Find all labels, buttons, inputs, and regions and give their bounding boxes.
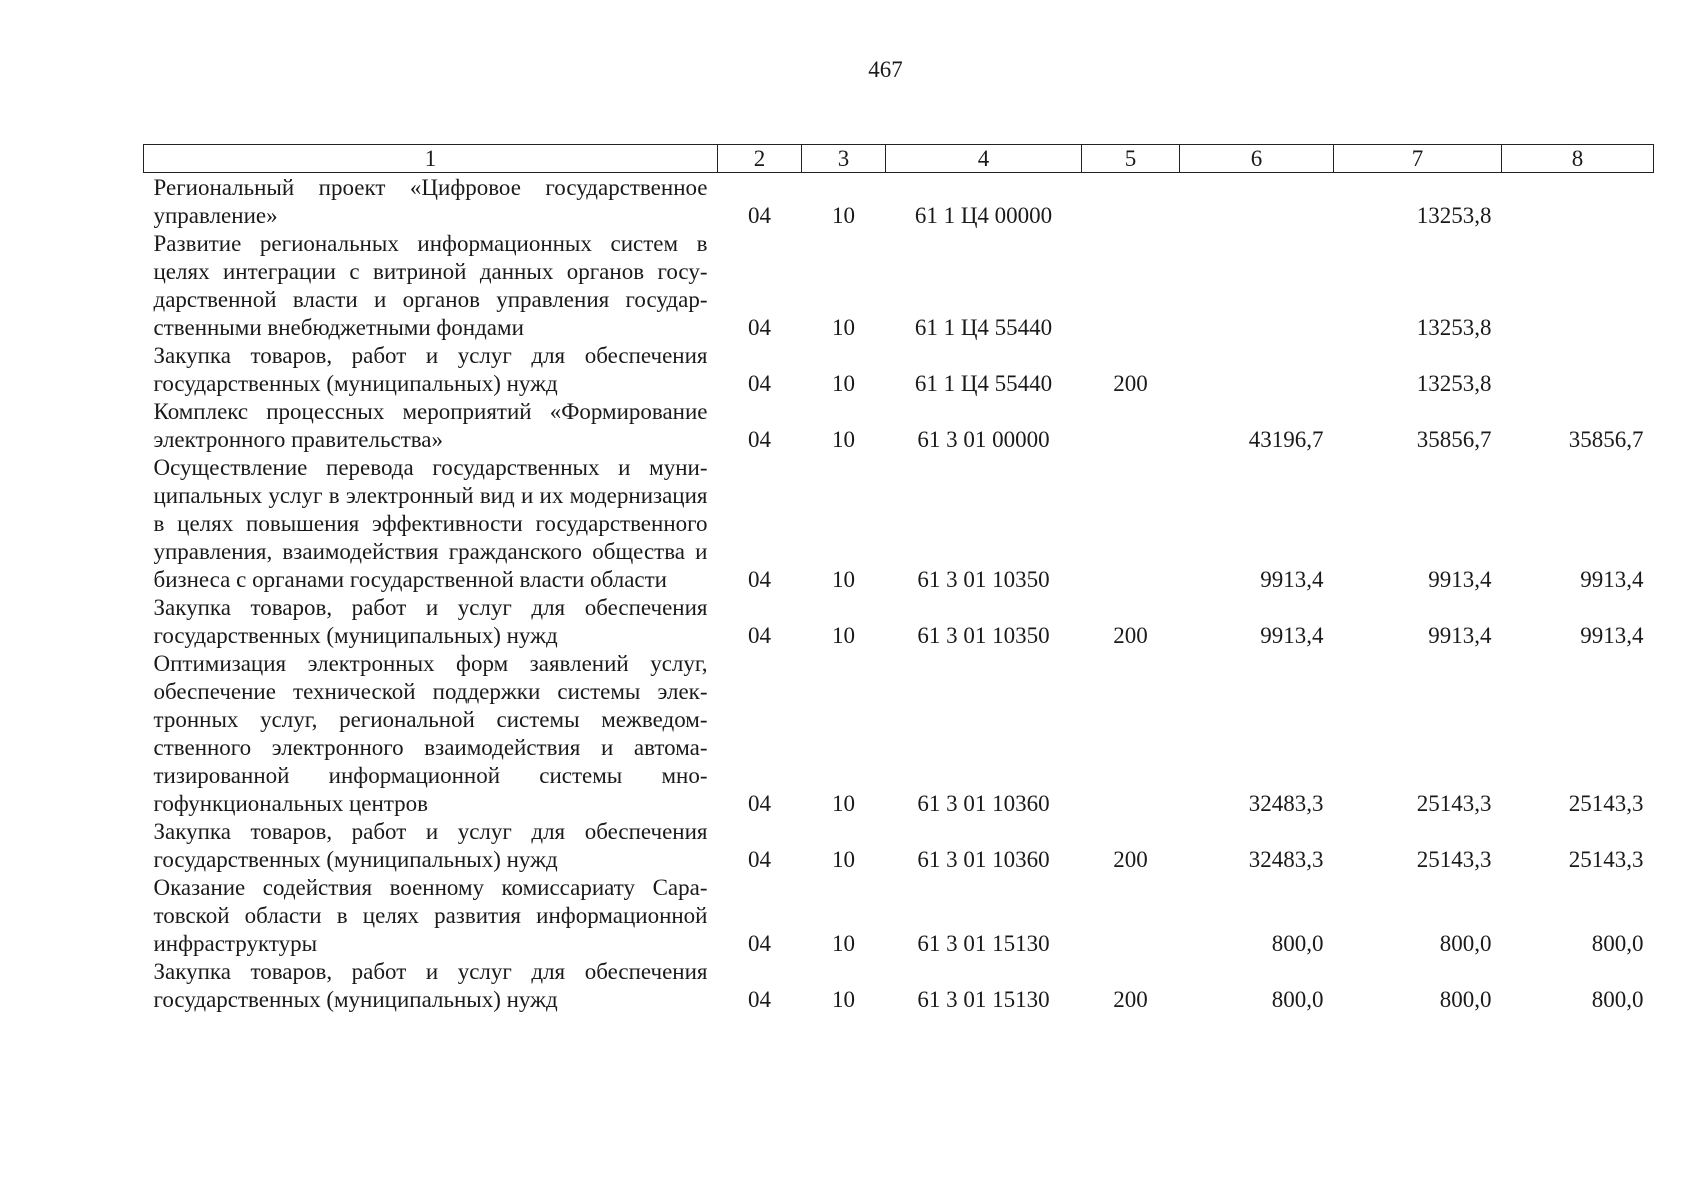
table-row <box>144 958 1654 1014</box>
target-article-code: 61 3 01 10350 <box>917 567 1050 592</box>
amount-col-6 <box>1180 342 1334 398</box>
budget-table <box>143 144 1654 1014</box>
table-row <box>144 650 1654 818</box>
table-row <box>144 173 1654 231</box>
column-header-8: 8 <box>1502 145 1654 173</box>
section-code: 04 <box>748 847 771 872</box>
table-row <box>144 398 1654 454</box>
header-row <box>144 145 1654 173</box>
section-code: 04 <box>748 371 771 396</box>
amount-col-7: 13253,8 <box>1416 315 1492 340</box>
expense-type-code: 200 <box>1113 623 1148 648</box>
subsection-code: 10 <box>832 847 855 872</box>
column-header-5: 5 <box>1082 145 1180 173</box>
column-header-6: 6 <box>1180 145 1334 173</box>
subsection-code: 10 <box>832 931 855 956</box>
amount-col-8: 25143,3 <box>1568 847 1644 872</box>
row-name: Закупка товаров, работ и услуг для обеспечения государственных (муниципальных) нужд <box>153 959 708 1012</box>
section-code: 04 <box>748 791 771 816</box>
amount-col-8 <box>1502 342 1654 398</box>
row-name: Развитие региональных информационных систем в целях интеграции с витриной данных органов государственной власти и органов управления государственными внебюджетными фондами <box>153 231 708 340</box>
amount-col-7: 9913,4 <box>1428 623 1492 648</box>
amount-col-6: 800,0 <box>1271 931 1324 956</box>
row-name: Оптимизация электронных форм заявлений услуг, обеспечение технической поддержки системы электронных услуг, региональной системы межведомственного электронного взаимодействия и автоматизированной информационной системы многофункциональных центров <box>153 651 708 816</box>
section-code: 04 <box>748 315 771 340</box>
table-body <box>144 173 1654 1015</box>
amount-col-7: 13253,8 <box>1416 203 1492 228</box>
row-name: Закупка товаров, работ и услуг для обеспечения государственных (муниципальных) нужд <box>153 343 708 396</box>
amount-col-6: 43196,7 <box>1248 427 1324 452</box>
amount-col-7: 13253,8 <box>1416 371 1492 396</box>
row-name: Оказание содействия военному комиссариату Саратовской области в целях развития информационной инфраструктуры <box>153 875 708 956</box>
section-code: 04 <box>748 567 771 592</box>
column-header-2: 2 <box>718 145 802 173</box>
subsection-code: 10 <box>832 623 855 648</box>
subsection-code: 10 <box>832 427 855 452</box>
expense-type-code <box>1082 230 1180 342</box>
column-header-4: 4 <box>886 145 1082 173</box>
target-article-code: 61 1 Ц4 00000 <box>914 203 1053 228</box>
amount-col-7: 9913,4 <box>1428 567 1492 592</box>
amount-col-8 <box>1502 173 1654 231</box>
subsection-code: 10 <box>832 315 855 340</box>
page-number: 467 <box>868 57 903 82</box>
expense-type-code <box>1082 173 1180 231</box>
target-article-code: 61 3 01 10360 <box>917 847 1050 872</box>
row-name: Осуществление перевода государственных и муниципальных услуг в электронный вид и их модернизация в целях повышения эффективности государственного управления, взаимодействия гражданского общества и бизнеса с органами государственной власти области <box>153 455 708 592</box>
amount-col-7: 800,0 <box>1439 931 1492 956</box>
amount-col-8: 9913,4 <box>1580 567 1644 592</box>
expense-type-code <box>1082 398 1180 454</box>
expense-type-code <box>1082 650 1180 818</box>
table-row <box>144 454 1654 594</box>
row-name: Закупка товаров, работ и услуг для обеспечения государственных (муниципальных) нужд <box>153 595 708 648</box>
subsection-code: 10 <box>832 791 855 816</box>
table-header <box>144 145 1654 173</box>
amount-col-7: 25143,3 <box>1416 791 1492 816</box>
target-article-code: 61 3 01 10360 <box>917 791 1050 816</box>
row-name: Региональный проект «Цифровое государственное управление» <box>153 175 708 228</box>
amount-col-8: 800,0 <box>1591 987 1644 1012</box>
section-code: 04 <box>748 931 771 956</box>
amount-col-8: 800,0 <box>1591 931 1644 956</box>
target-article-code: 61 3 01 00000 <box>917 427 1050 452</box>
row-name: Закупка товаров, работ и услуг для обеспечения государственных (муниципальных) нужд <box>153 819 708 872</box>
table-row <box>144 874 1654 958</box>
column-header-1: 1 <box>144 145 718 173</box>
amount-col-6: 9913,4 <box>1260 567 1324 592</box>
section-code: 04 <box>748 623 771 648</box>
subsection-code: 10 <box>832 371 855 396</box>
amount-col-6: 800,0 <box>1271 987 1324 1012</box>
expense-type-code: 200 <box>1113 987 1148 1012</box>
amount-col-7: 25143,3 <box>1416 847 1492 872</box>
section-code: 04 <box>748 203 771 228</box>
target-article-code: 61 3 01 10350 <box>917 623 1050 648</box>
amount-col-8: 9913,4 <box>1580 623 1644 648</box>
expense-type-code: 200 <box>1113 847 1148 872</box>
expense-type-code <box>1082 454 1180 594</box>
target-article-code: 61 1 Ц4 55440 <box>914 315 1053 340</box>
column-header-7: 7 <box>1334 145 1502 173</box>
target-article-code: 61 3 01 15130 <box>917 931 1050 956</box>
amount-col-6 <box>1180 173 1334 231</box>
table-row <box>144 818 1654 874</box>
amount-col-8: 35856,7 <box>1568 427 1644 452</box>
table-row <box>144 594 1654 650</box>
section-code: 04 <box>748 987 771 1012</box>
amount-col-8: 25143,3 <box>1568 791 1644 816</box>
amount-col-6: 32483,3 <box>1248 847 1324 872</box>
amount-col-6: 9913,4 <box>1260 623 1324 648</box>
table-row <box>144 342 1654 398</box>
target-article-code: 61 3 01 15130 <box>917 987 1050 1012</box>
amount-col-7: 800,0 <box>1439 987 1492 1012</box>
amount-col-6: 32483,3 <box>1248 791 1324 816</box>
expense-type-code: 200 <box>1113 371 1148 396</box>
amount-col-6 <box>1180 230 1334 342</box>
table-row <box>144 230 1654 342</box>
target-article-code: 61 1 Ц4 55440 <box>914 371 1053 396</box>
column-header-3: 3 <box>802 145 886 173</box>
subsection-code: 10 <box>832 987 855 1012</box>
subsection-code: 10 <box>832 567 855 592</box>
row-name: Комплекс процессных мероприятий «Формирование электронного правительства» <box>153 399 708 452</box>
expense-type-code <box>1082 874 1180 958</box>
section-code: 04 <box>748 427 771 452</box>
subsection-code: 10 <box>832 203 855 228</box>
amount-col-7: 35856,7 <box>1416 427 1492 452</box>
amount-col-8 <box>1502 230 1654 342</box>
